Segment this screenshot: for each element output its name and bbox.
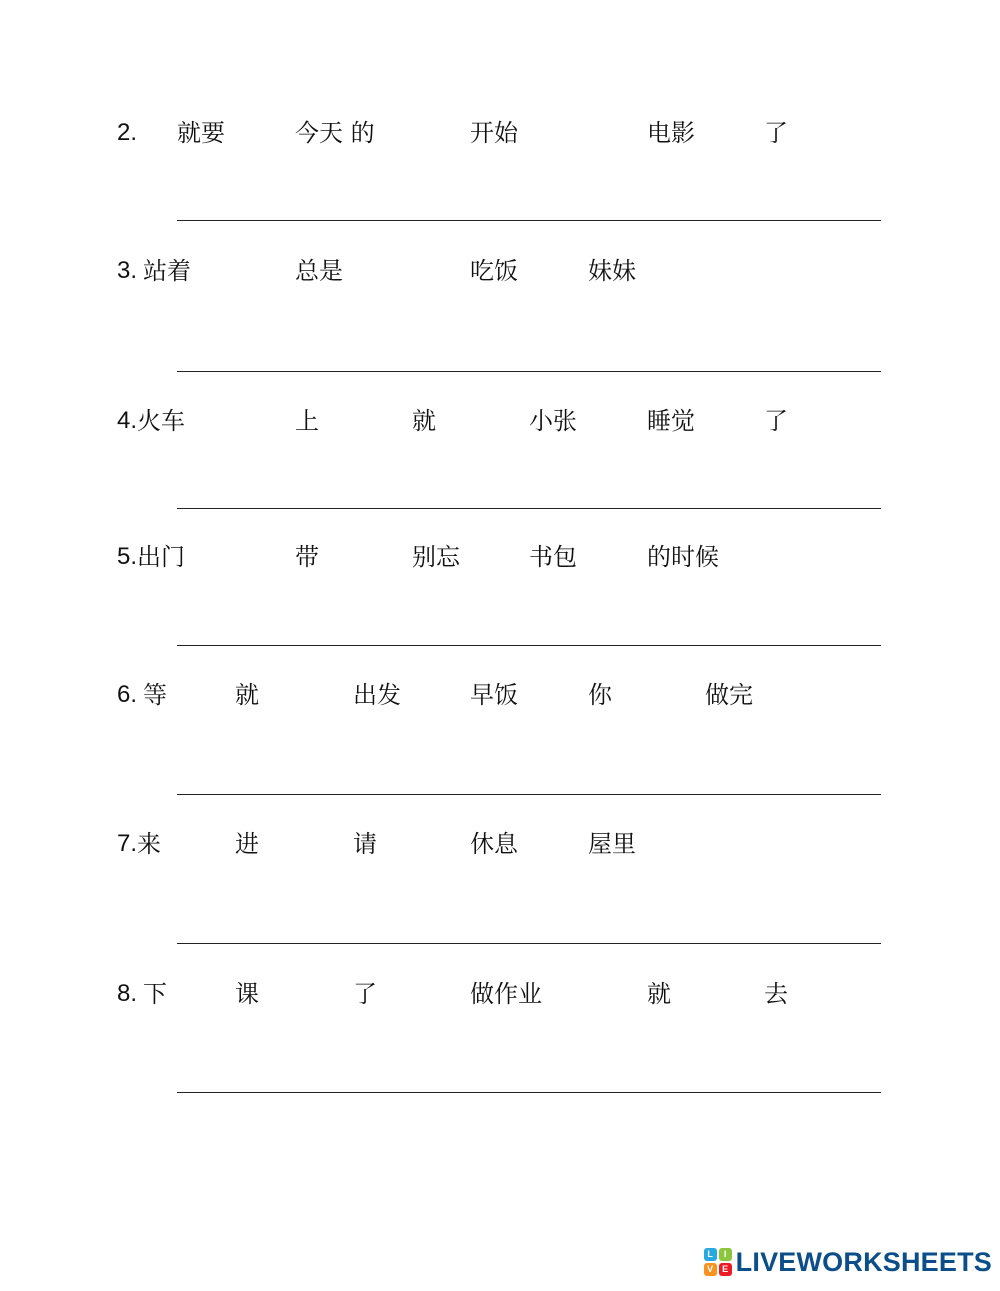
exercise-number: 2. bbox=[117, 119, 138, 146]
answer-line[interactable] bbox=[177, 794, 881, 795]
word-tile: 别忘 bbox=[412, 543, 460, 571]
word-tile: 出发 bbox=[353, 681, 401, 709]
word-tile: 了 bbox=[764, 119, 788, 147]
answer-line[interactable] bbox=[177, 220, 881, 221]
word-tile: 了 bbox=[353, 980, 377, 1008]
answer-line[interactable] bbox=[177, 1092, 881, 1093]
logo-letter: I bbox=[719, 1248, 732, 1261]
word-tile: 去 bbox=[764, 980, 788, 1008]
word-tile: 了 bbox=[764, 407, 788, 435]
exercise-number: 7. bbox=[117, 830, 138, 857]
word-tile: 妹妹 bbox=[588, 257, 636, 285]
liveworksheets-branding bbox=[704, 1247, 992, 1277]
answer-line[interactable] bbox=[177, 508, 881, 509]
word-tile: 今天 的 bbox=[295, 119, 375, 147]
word-tile: 就 bbox=[647, 980, 671, 1008]
answer-line[interactable] bbox=[177, 371, 881, 372]
word-tile: 你 bbox=[588, 681, 612, 709]
exercise-number: 6. bbox=[117, 681, 138, 708]
word-tile: 小张 bbox=[529, 407, 577, 435]
word-tile: 睡觉 bbox=[647, 407, 695, 435]
word-tile: 就 bbox=[412, 407, 436, 435]
exercise-number: 8. bbox=[117, 980, 138, 1007]
word-tile: 开始 bbox=[470, 119, 518, 147]
exercise-number: 4. bbox=[117, 407, 138, 434]
liveworksheets-logo-icon bbox=[704, 1248, 732, 1276]
word-tile: 下 bbox=[143, 980, 167, 1008]
word-tile: 做作业 bbox=[470, 980, 542, 1008]
word-tile: 课 bbox=[235, 980, 259, 1008]
logo-letter: E bbox=[719, 1263, 732, 1276]
word-tile: 的时候 bbox=[647, 543, 719, 571]
word-tile: 休息 bbox=[470, 830, 518, 858]
word-tile: 就要 bbox=[177, 119, 225, 147]
exercise-number: 5. bbox=[117, 543, 138, 570]
word-tile: 等 bbox=[143, 681, 167, 709]
word-tile: 出门 bbox=[137, 543, 185, 571]
word-tile: 吃饭 bbox=[470, 257, 518, 285]
logo-letter: V bbox=[704, 1263, 717, 1276]
liveworksheets-wordmark: LIVEWORKSHEETS bbox=[735, 1246, 992, 1277]
word-tile: 上 bbox=[295, 407, 319, 435]
word-tile: 书包 bbox=[529, 543, 577, 571]
word-tile: 来 bbox=[137, 830, 161, 858]
word-tile: 电影 bbox=[647, 119, 695, 147]
word-tile: 火车 bbox=[137, 407, 185, 435]
word-tile: 进 bbox=[235, 830, 259, 858]
word-tile: 带 bbox=[295, 543, 319, 571]
word-tile: 屋里 bbox=[588, 830, 636, 858]
word-tile: 就 bbox=[235, 681, 259, 709]
word-tile: 总是 bbox=[295, 257, 343, 285]
logo-letter: L bbox=[704, 1248, 717, 1261]
answer-line[interactable] bbox=[177, 645, 881, 646]
word-tile: 做完 bbox=[705, 681, 753, 709]
exercise-number: 3. bbox=[117, 257, 138, 284]
word-tile: 请 bbox=[353, 830, 377, 858]
word-tile: 早饭 bbox=[470, 681, 518, 709]
answer-line[interactable] bbox=[177, 943, 881, 944]
word-tile: 站着 bbox=[143, 257, 191, 285]
